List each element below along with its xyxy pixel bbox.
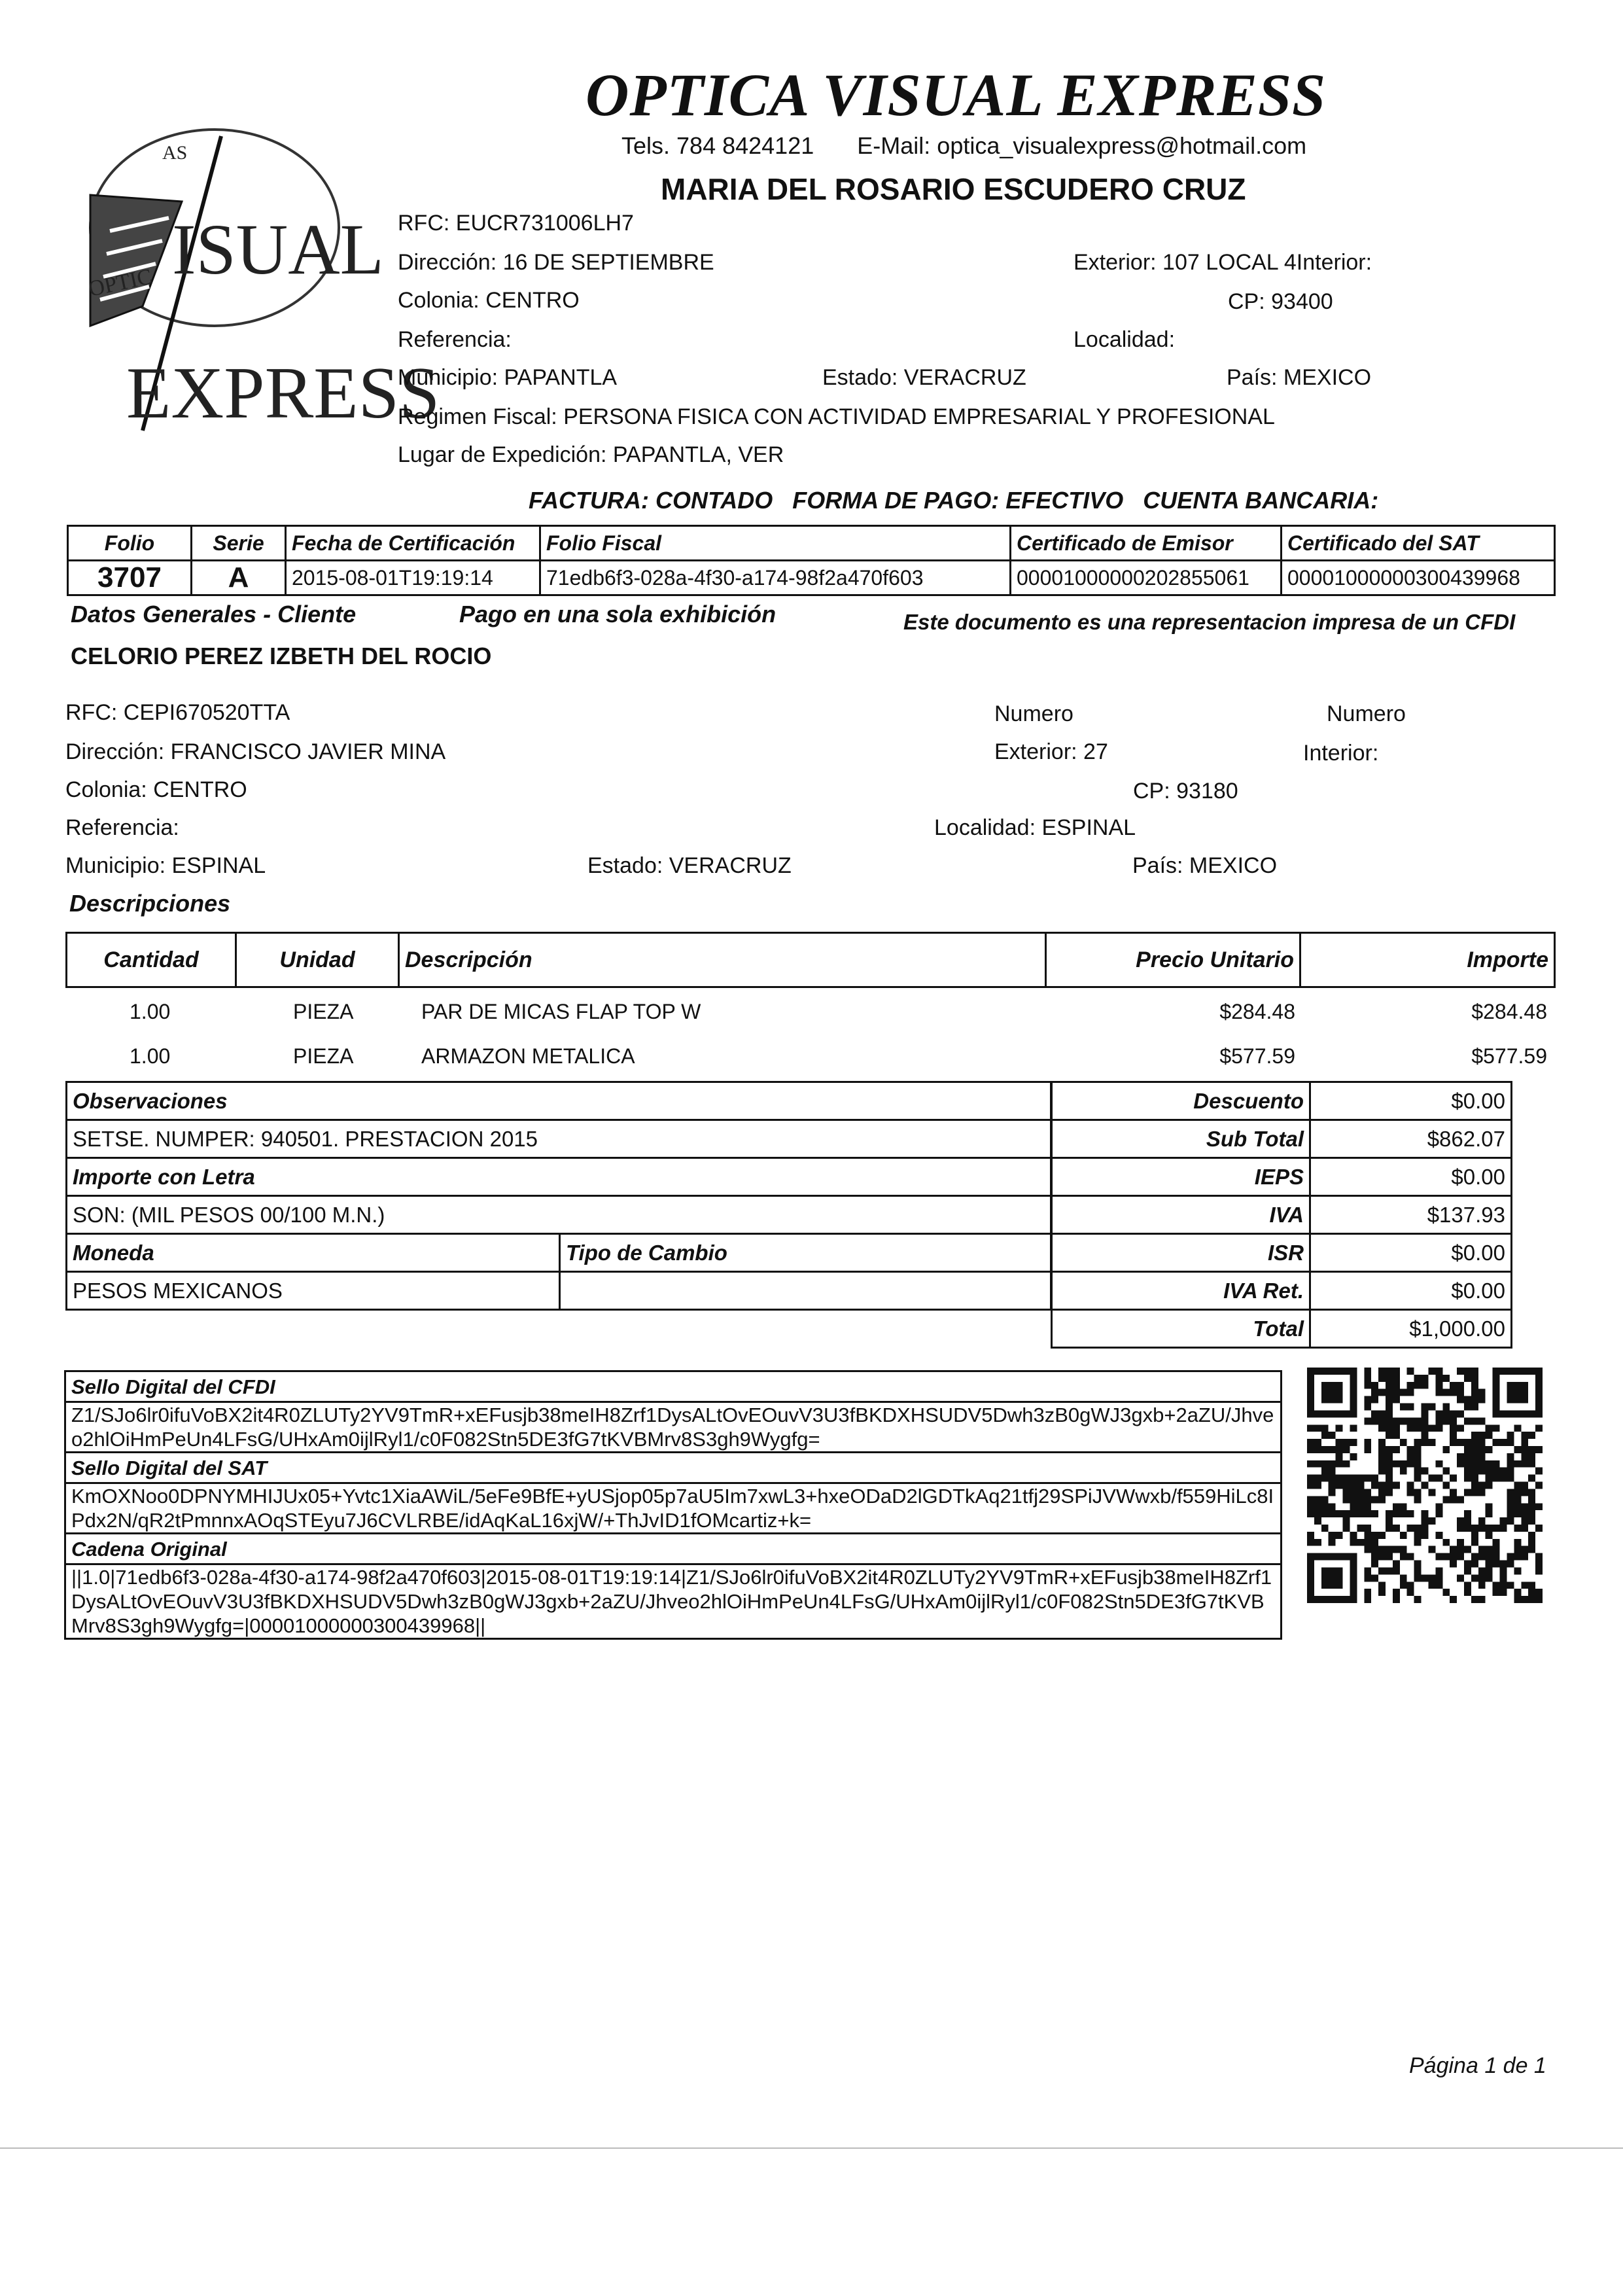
tipo-cambio-value	[560, 1272, 1051, 1310]
iva-ret-label: IVA Ret.	[1052, 1272, 1310, 1310]
isr-label: ISR	[1052, 1234, 1310, 1272]
cadena-original-label: Cadena Original	[65, 1534, 1282, 1564]
issuer-localidad: Localidad:	[1073, 327, 1176, 352]
folio-fiscal-value: 71edb6f3-028a-4f30-a174-98f2a470f603	[540, 561, 1011, 595]
client-estado: Estado: VERACRUZ	[587, 853, 792, 878]
client-numero-ext-label: Numero	[994, 701, 1073, 726]
page-number: Página 1 de 1	[1409, 2053, 1546, 2078]
certificado-emisor-value: 00001000000202855061	[1011, 561, 1282, 595]
ieps-label: IEPS	[1052, 1158, 1310, 1196]
sellos-table	[64, 1370, 1282, 1640]
importe-letra-value: SON: (MIL PESOS 00/100 M.N.)	[67, 1196, 1051, 1234]
client-rfc: RFC: CEPI670520TTA	[65, 700, 290, 725]
item-importe: $284.48	[1471, 1000, 1547, 1023]
company-phone: Tels. 784 8424121	[621, 132, 814, 159]
moneda-label: Moneda	[67, 1234, 560, 1272]
iva-ret-value: $0.00	[1310, 1272, 1512, 1310]
client-numero-int-label: Numero	[1327, 701, 1406, 726]
totals-table	[1051, 1081, 1512, 1349]
ieps-value: $0.00	[1310, 1158, 1512, 1196]
sello-sat-value: KmOXNoo0DPNYMHIJUx05+Yvtc1XiaAWiL/5eFe9BfE+yUSjop05p7aU5Im7xwL3+hxeODaD2lGDTkAq21tfj29SPiJVWwxb/f559HiLc8IPdx2N/qR2tPmnnxAOqSTEyu7J6CVLRBE/idAqKaL16xjW/+ThJvID1fOMcartiz+k=	[65, 1483, 1282, 1534]
sello-cfdi-label: Sello Digital del CFDI	[65, 1371, 1282, 1402]
importe-letra-label: Importe con Letra	[67, 1158, 1051, 1196]
tipo-cambio-label: Tipo de Cambio	[560, 1234, 1051, 1272]
svg-text:ISUAL: ISUAL	[172, 209, 384, 289]
observaciones-label: Observaciones	[67, 1082, 1051, 1120]
item-cantidad: 1.00	[130, 1044, 171, 1068]
svg-text:AS: AS	[162, 142, 188, 164]
pago-label: Pago en una sola exhibición	[459, 601, 777, 627]
folio-value: 3707	[68, 561, 192, 595]
importe-header: Importe	[1300, 933, 1555, 987]
issuer-municipio: Municipio: PAPANTLA	[398, 365, 618, 390]
serie-header: Serie	[192, 526, 286, 561]
issuer-cp: CP: 93400	[1228, 289, 1333, 314]
client-colonia: Colonia: CENTRO	[65, 777, 247, 802]
payment-line: FACTURA: CONTADO FORMA DE PAGO: EFECTIVO CUENTA BANCARIA:	[529, 487, 1379, 514]
precio-unitario-header: Precio Unitario	[1046, 933, 1300, 987]
issuer-referencia: Referencia:	[398, 327, 512, 352]
item-precio: $284.48	[1219, 1000, 1295, 1023]
sello-cfdi-value: Z1/SJo6lr0ifuVoBX2it4R0ZLUTy2YV9TmR+xEFusjb38meIH8Zrf1DysALtOvEOuvV3U3fBKDXHSUDV5Dwh3zB0gWJ3gxb+2aZU/Jhveo2hlOiHmPeUn4LFsG/UHxAm0ijlRyl1/c0F082Stn5DE3fG7tKVBMrv8S3gh9Wygfg=	[65, 1402, 1282, 1453]
datos-cliente-label: Datos Generales - Cliente	[71, 601, 357, 627]
fecha-certificacion-value: 2015-08-01T19:19:14	[286, 561, 540, 595]
descripciones-label: Descripciones	[69, 890, 231, 917]
issuer-colonia: Colonia: CENTRO	[398, 288, 580, 313]
client-pais: País: MEXICO	[1132, 853, 1278, 878]
item-cantidad: 1.00	[130, 1000, 171, 1023]
total-label: Total	[1052, 1310, 1310, 1348]
isr-value: $0.00	[1310, 1234, 1512, 1272]
folio-header: Folio	[68, 526, 192, 561]
moneda-value: PESOS MEXICANOS	[67, 1272, 560, 1310]
certificado-sat-header: Certificado del SAT	[1282, 526, 1555, 561]
client-municipio: Municipio: ESPINAL	[65, 853, 266, 878]
certificado-emisor-header: Certificado de Emisor	[1011, 526, 1282, 561]
serie-value: A	[192, 561, 286, 595]
issuer-name: MARIA DEL ROSARIO ESCUDERO CRUZ	[661, 172, 1246, 206]
observaciones-table	[65, 1081, 1052, 1311]
cantidad-header: Cantidad	[67, 933, 236, 987]
issuer-exterior: Exterior: 107 LOCAL 4Interior:	[1073, 250, 1372, 275]
item-descripcion: PAR DE MICAS FLAP TOP W	[421, 1000, 701, 1023]
total-value: $1,000.00	[1310, 1310, 1512, 1348]
descuento-value: $0.00	[1310, 1082, 1512, 1120]
client-exterior: Exterior: 27	[994, 739, 1108, 764]
client-localidad: Localidad: ESPINAL	[934, 815, 1136, 840]
issuer-rfc: RFC: EUCR731006LH7	[398, 211, 634, 236]
certificado-sat-value: 00001000000300439968	[1282, 561, 1555, 595]
client-direccion: Dirección: FRANCISCO JAVIER MINA	[65, 739, 446, 764]
cadena-original-value: ||1.0|71edb6f3-028a-4f30-a174-98f2a470f603|2015-08-01T19:19:14|Z1/SJo6lr0ifuVoBX2it4R0ZLUTy2YV9TmR+xEFusjb38meIH8Zrf1DysALtOvEOuvV3U3fBKDXHSUDV5Dwh3zB0gWJ3gxb+2aZU/Jhveo2hlOiHmPeUn4LFsG/UHxAm0ijlRyl1/c0F082Stn5DE3fG7tKVBMrv8S3gh9Wygfg=|00001000000300439968||	[65, 1564, 1282, 1639]
folio-fiscal-header: Folio Fiscal	[540, 526, 1011, 561]
folio-table	[67, 525, 1556, 596]
cfdi-note: Este documento es una representacion impresa de un CFDI	[903, 610, 1516, 634]
item-importe: $577.59	[1471, 1044, 1547, 1068]
iva-label: IVA	[1052, 1196, 1310, 1234]
company-name: OPTICA VISUAL EXPRESS	[585, 62, 1327, 128]
company-email: E-Mail: optica_visualexpress@hotmail.com	[857, 132, 1307, 159]
items-table-header	[65, 932, 1556, 988]
descuento-label: Descuento	[1052, 1082, 1310, 1120]
item-unidad: PIEZA	[293, 1000, 354, 1023]
descripcion-header: Descripción	[399, 933, 1046, 987]
iva-value: $137.93	[1310, 1196, 1512, 1234]
company-logo	[64, 110, 440, 437]
svg-text:OPTIC: OPTIC	[86, 264, 154, 302]
issuer-direccion: Dirección: 16 DE SEPTIEMBRE	[398, 250, 714, 275]
issuer-lugar-expedicion: Lugar de Expedición: PAPANTLA, VER	[398, 442, 784, 467]
item-unidad: PIEZA	[293, 1044, 354, 1068]
qr-code	[1307, 1368, 1543, 1603]
item-precio: $577.59	[1219, 1044, 1295, 1068]
issuer-regimen: Regimen Fiscal: PERSONA FISICA CON ACTIVIDAD EMPRESARIAL Y PROFESIONAL	[398, 404, 1275, 429]
client-referencia: Referencia:	[65, 815, 179, 840]
scan-edge-line	[0, 2147, 1623, 2149]
client-cp: CP: 93180	[1133, 779, 1238, 804]
client-interior: Interior:	[1303, 741, 1379, 766]
issuer-estado: Estado: VERACRUZ	[822, 365, 1026, 390]
item-descripcion: ARMAZON METALICA	[421, 1044, 635, 1068]
sello-sat-label: Sello Digital del SAT	[65, 1453, 1282, 1483]
observaciones-value: SETSE. NUMPER: 940501. PRESTACION 2015	[67, 1120, 1051, 1158]
unidad-header: Unidad	[236, 933, 399, 987]
svg-text:EXPRESS: EXPRESS	[126, 353, 440, 434]
subtotal-value: $862.07	[1310, 1120, 1512, 1158]
fecha-certificacion-header: Fecha de Certificación	[286, 526, 540, 561]
subtotal-label: Sub Total	[1052, 1120, 1310, 1158]
issuer-pais: País: MEXICO	[1227, 365, 1372, 390]
client-name: CELORIO PEREZ IZBETH DEL ROCIO	[71, 643, 492, 669]
company-contact	[621, 132, 1306, 160]
